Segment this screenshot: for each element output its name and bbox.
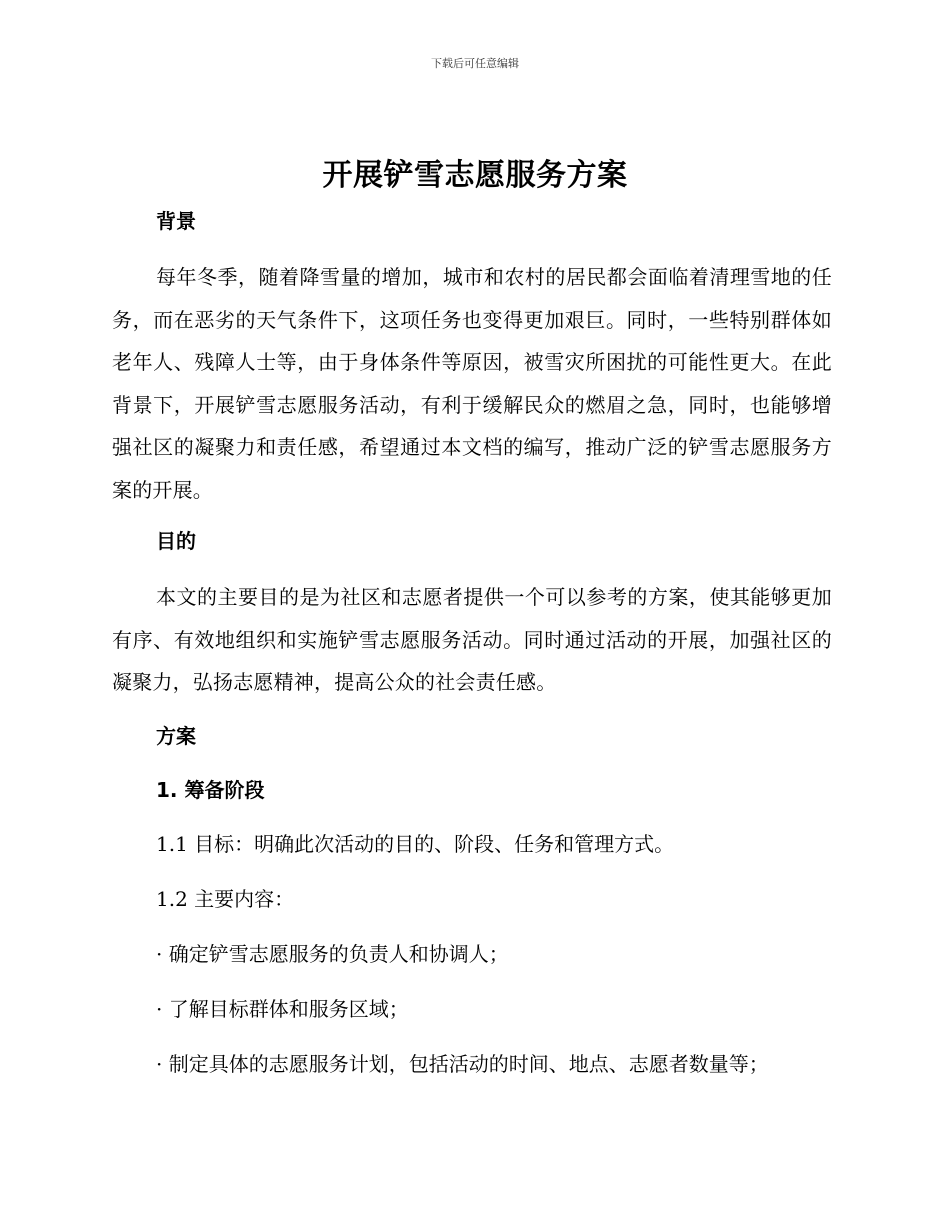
subsection-heading-stage1: 1. 筹备阶段 xyxy=(156,778,265,802)
bullet-item-3: · 制定具体的志愿服务计划，包括活动的时间、地点、志愿者数量等； xyxy=(156,1052,769,1076)
section-heading-background: 背景 xyxy=(156,209,196,233)
section-heading-purpose: 目的 xyxy=(156,529,196,553)
document-title: 开展铲雪志愿服务方案 xyxy=(322,158,628,193)
bullet-item-1: · 确定铲雪志愿服务的负责人和协调人； xyxy=(156,942,509,966)
section-heading-plan: 方案 xyxy=(156,724,196,748)
list-item-1-2: 1.2 主要内容： xyxy=(156,887,295,911)
page-header: 下载后可任意编辑 xyxy=(431,57,519,70)
paragraph-background: 每年冬季，随着降雪量的增加，城市和农村的居民都会面临着清理雪地的任务，而在恶劣的天气条件下，这项任务也变得更加艰巨。同时，一些特别群体如老年人、残障人士等，由于身体条件等原因，被雪灾所困扰的可能性更大。在此背景下，开展铲雪志愿服务活动，有利于缓解民众的燃眉之急，同时，也能够增强社区的凝聚力和责任感，希望通过本文档的编写，推动广泛的铲雪志愿服务方案的开展。 xyxy=(112,265,832,502)
paragraph-purpose: 本文的主要目的是为社区和志愿者提供一个可以参考的方案，使其能够更加有序、有效地组织和实施铲雪志愿服务活动。同时通过活动的开展，加强社区的凝聚力，弘扬志愿精神，提高公众的社会责任感。 xyxy=(112,585,832,694)
list-item-1-1: 1.1 目标：明确此次活动的目的、阶段、任务和管理方式。 xyxy=(156,832,675,856)
bullet-item-2: · 了解目标群体和服务区域； xyxy=(156,997,409,1021)
